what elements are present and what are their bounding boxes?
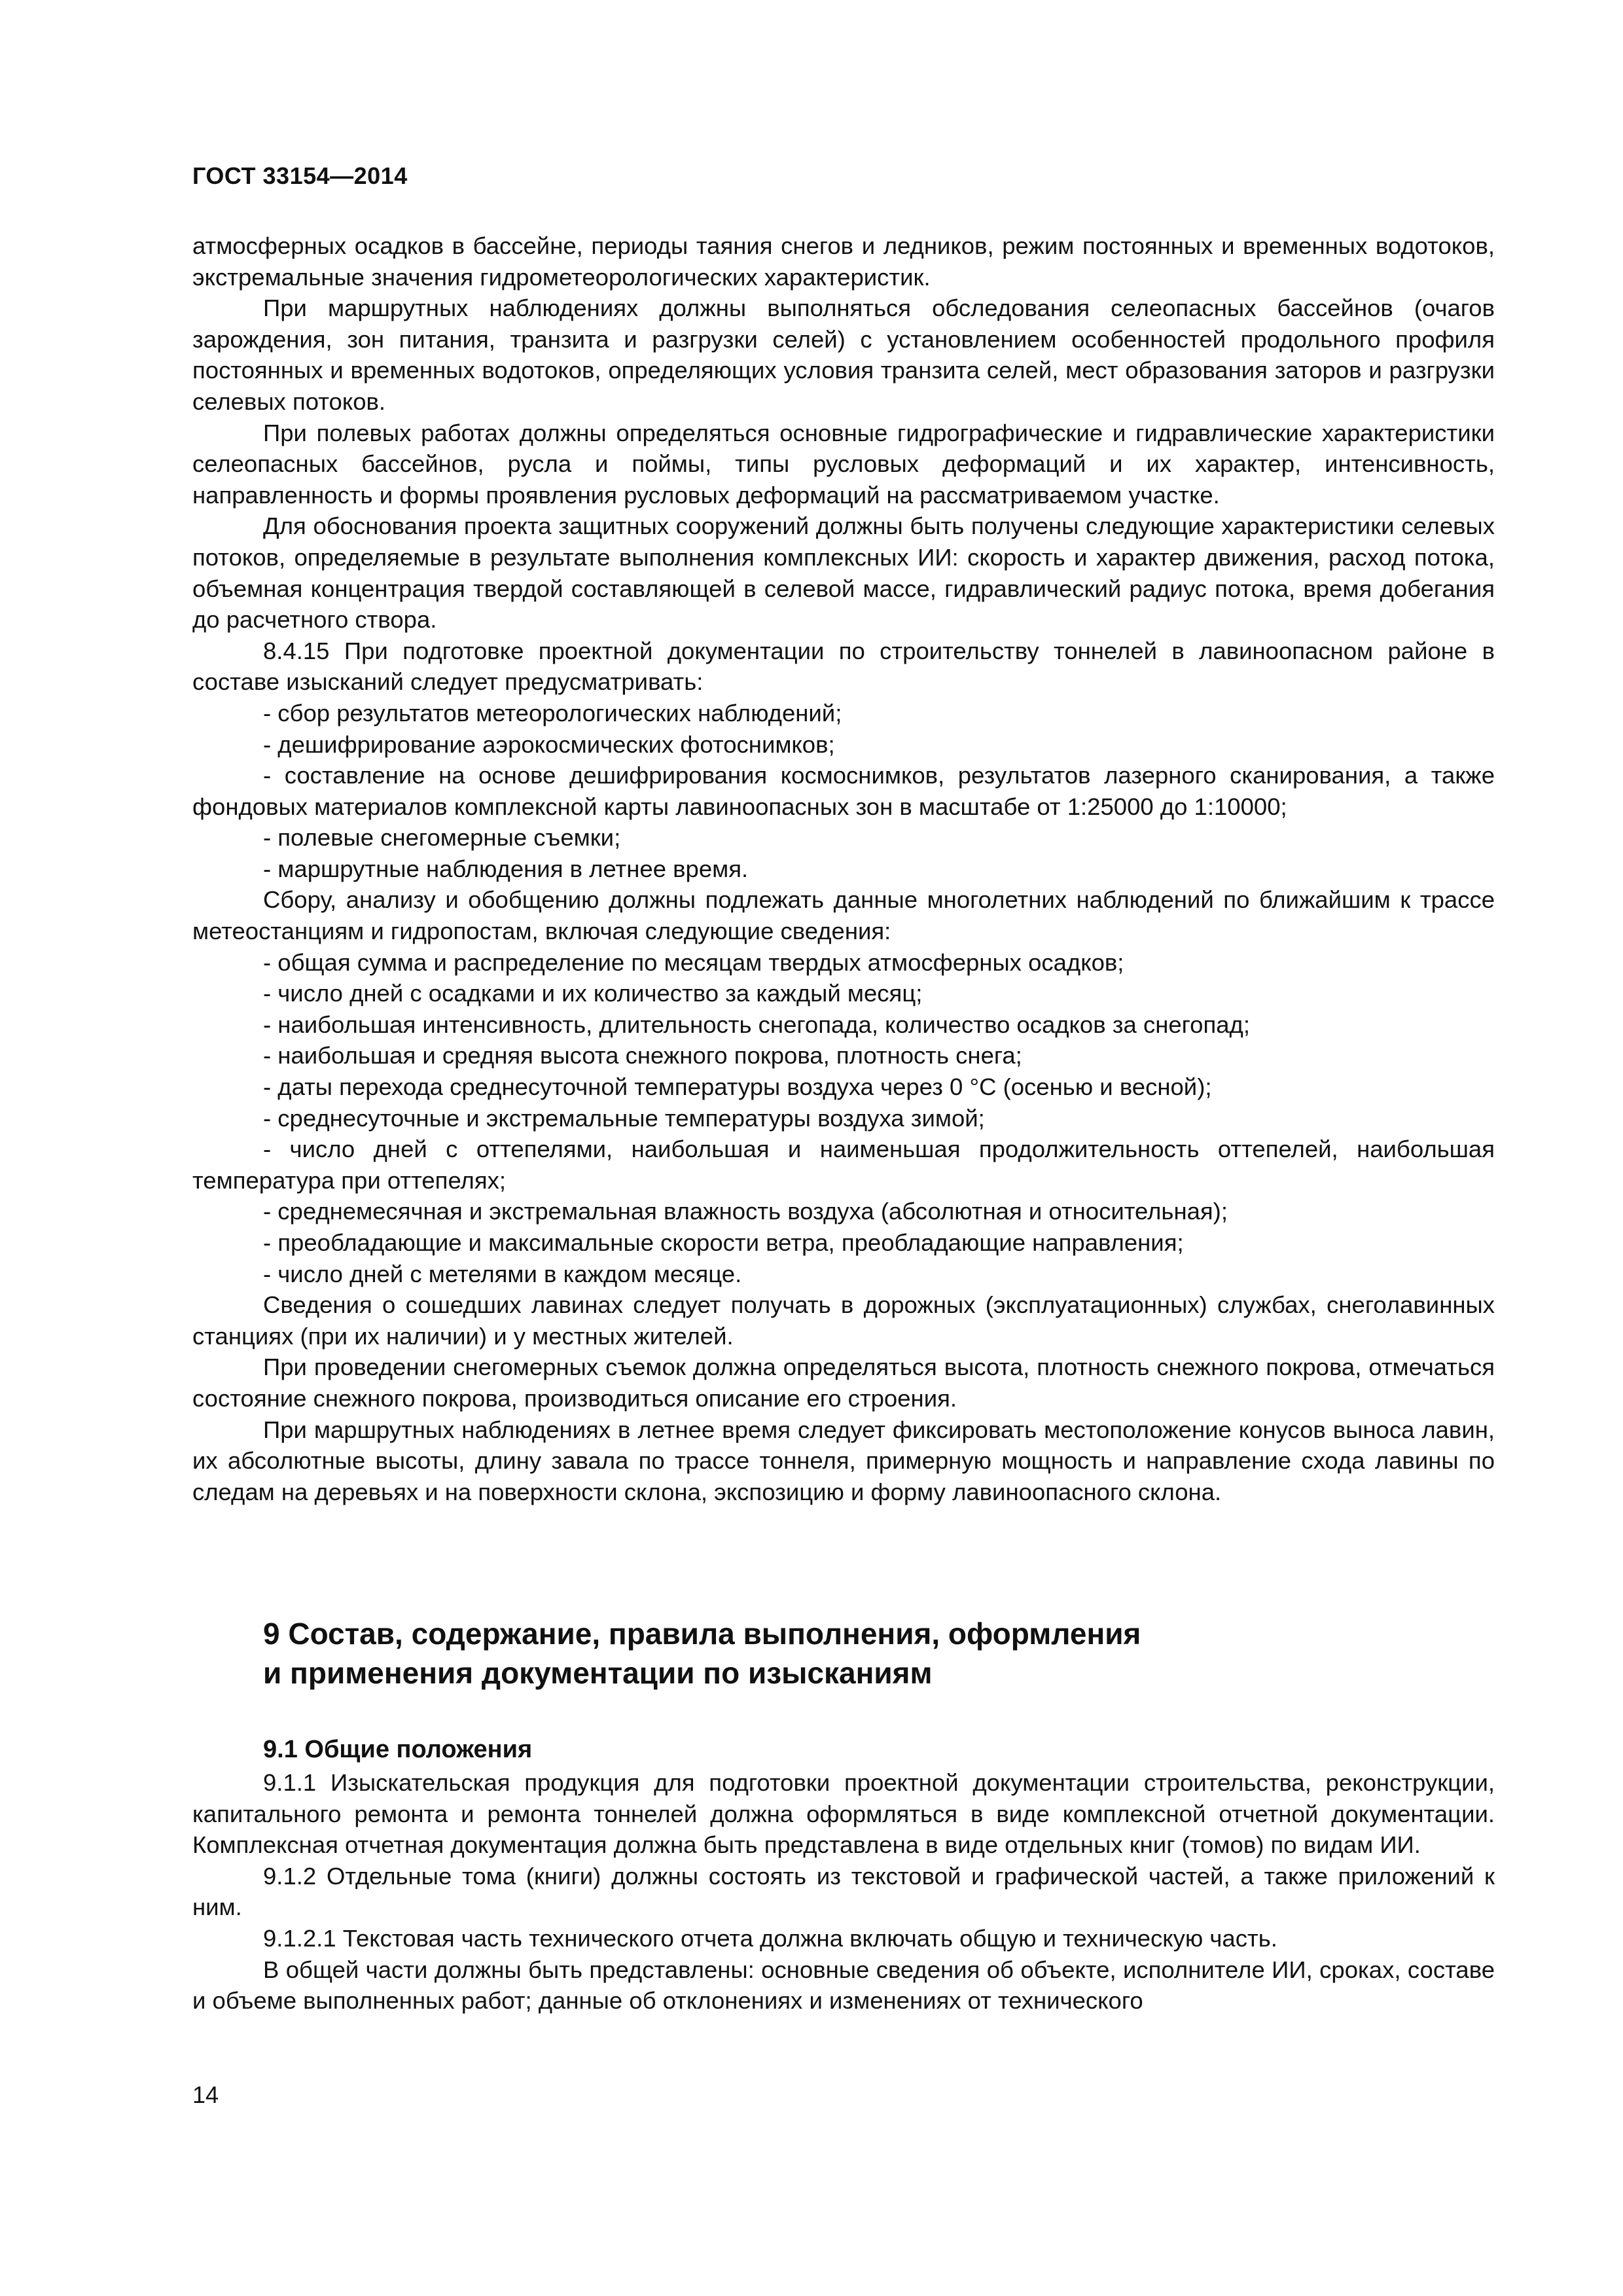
paragraph: При маршрутных наблюдениях должны выполняться обследования селеопасных бассейнов (очагов зарождения, зон питания, транзита и разгрузки селей) с установлением особенностей продольного профиля постоянных и временных водотоков, определяющих условия транзита селей, мест образования заторов и разгрузки селевых потоков. <box>192 295 1495 415</box>
section-9-text <box>192 1767 1495 2017</box>
subsection-9-1-heading: 9.1 Общие положения <box>263 1736 533 1763</box>
list-item: - наибольшая интенсивность, длительность снегопада, количество осадков за снегопад; <box>263 1011 1250 1038</box>
list-item: - среднемесячная и экстремальная влажность воздуха (абсолютная и относительная); <box>263 1198 1228 1225</box>
clause-paragraph: 9.1.2.1 Текстовая часть технического отчета должна включать общую и техническую часть. <box>263 1924 1277 1952</box>
section-9-heading-line-2: и применения документации по изысканиям <box>263 1656 933 1690</box>
list-item: - число дней с метелями в каждом месяце. <box>263 1260 742 1287</box>
list-item: - преобладающие и максимальные скорости ветра, преобладающие направления; <box>263 1229 1184 1256</box>
section-8-text <box>192 230 1495 1507</box>
document-code-header: ГОСТ 33154—2014 <box>192 162 408 189</box>
clause-paragraph: 9.1.1 Изыскательская продукция для подготовки проектной документации строительства, реконструкции, капитального ремонта и ремонта тоннелей должна оформляться в виде комплексной отчетной документации. Комплексная отчетная документация должна быть представлена в виде отдельных книг (томов) по видам ИИ. <box>192 1769 1495 1859</box>
section-9-heading-line-1: 9 Состав, содержание, правила выполнения, оформления <box>263 1617 1141 1651</box>
paragraph: Сведения о сошедших лавинах следует получать в дорожных (эксплуатационных) службах, снеголавинных станциях (при их наличии) и у местных жителей. <box>192 1291 1495 1350</box>
list-item: - маршрутные наблюдения в летнее время. <box>263 855 749 882</box>
paragraph: Для обоснования проекта защитных сооружений должны быть получены следующие характеристики селевых потоков, определяемые в результате выполнения комплексных ИИ: скорость и характер движения, расход потока, объемная концентрация твердой составляющей в селевой массе, гидравлический радиус потока, время добегания до расчетного створа. <box>192 512 1495 634</box>
clause-paragraph: 9.1.2 Отдельные тома (книги) должны состоять из текстовой и графической частей, а также приложений к ним. <box>192 1862 1495 1921</box>
list-item: - число дней с оттепелями, наибольшая и наименьшая продолжительность оттепелей, наибольшая температура при оттепелях; <box>192 1136 1495 1194</box>
paragraph: При маршрутных наблюдениях в летнее время следует фиксировать местоположение конусов выноса лавин, их абсолютные высоты, длину завала по трассе тоннеля, примерную мощность и направление схода лавины по следам на деревьях и на поверхности склона, экспозицию и форму лавиноопасного склона. <box>192 1416 1495 1505</box>
clause-paragraph: 8.4.15 При подготовке проектной документации по строительству тоннелей в лавиноопасном районе в составе изысканий следует предусматривать: <box>192 637 1495 696</box>
list-item: - среднесуточные и экстремальные температуры воздуха зимой; <box>263 1104 985 1132</box>
list-item: - полевые снегомерные съемки; <box>263 824 621 852</box>
list-item: - наибольшая и средняя высота снежного покрова, плотность снега; <box>263 1042 1022 1069</box>
list-item: - сбор результатов метеорологических наблюдений; <box>263 699 842 726</box>
paragraph: В общей части должны быть представлены: основные сведения об объекте, исполнителе ИИ, сроках, составе и объеме выполненных работ; данные об отклонениях и изменениях от технического <box>192 1956 1495 2015</box>
paragraph: Сбору, анализу и обобщению должны подлежать данные многолетних наблюдений по ближайшим к трассе метеостанциям и гидропостам, включая следующие сведения: <box>192 886 1495 945</box>
paragraph: При полевых работах должны определяться основные гидрографические и гидравлические характеристики селеопасных бассейнов, русла и поймы, типы русловых деформаций и их характер, интенсивность, направленность и формы проявления русловых деформаций на рассматриваемом участке. <box>192 419 1495 509</box>
list-item: - составление на основе дешифрирования космоснимков, результатов лазерного сканирования, а также фондовых материалов комплексной карты лавиноопасных зон в масштабе от 1:25000 до 1:10000; <box>192 762 1495 820</box>
list-item: - даты перехода среднесуточной температуры воздуха через 0 °С (осенью и весной); <box>263 1073 1212 1101</box>
list-item: - число дней с осадками и их количество за каждый месяц; <box>263 980 923 1007</box>
list-item: - общая сумма и распределение по месяцам твердых атмосферных осадков; <box>263 948 1124 976</box>
section-9-heading <box>263 1614 1493 1693</box>
page-number: 14 <box>192 2081 219 2108</box>
paragraph: При проведении снегомерных съемок должна определяться высота, плотность снежного покрова, отмечаться состояние снежного покрова, производиться описание его строения. <box>192 1354 1495 1412</box>
paragraph: атмосферных осадков в бассейне, периоды таяния снегов и ледников, режим постоянных и временных водотоков, экстремальные значения гидрометеорологических характеристик. <box>192 232 1495 291</box>
list-item: - дешифрирование аэрокосмических фотоснимков; <box>263 730 835 758</box>
